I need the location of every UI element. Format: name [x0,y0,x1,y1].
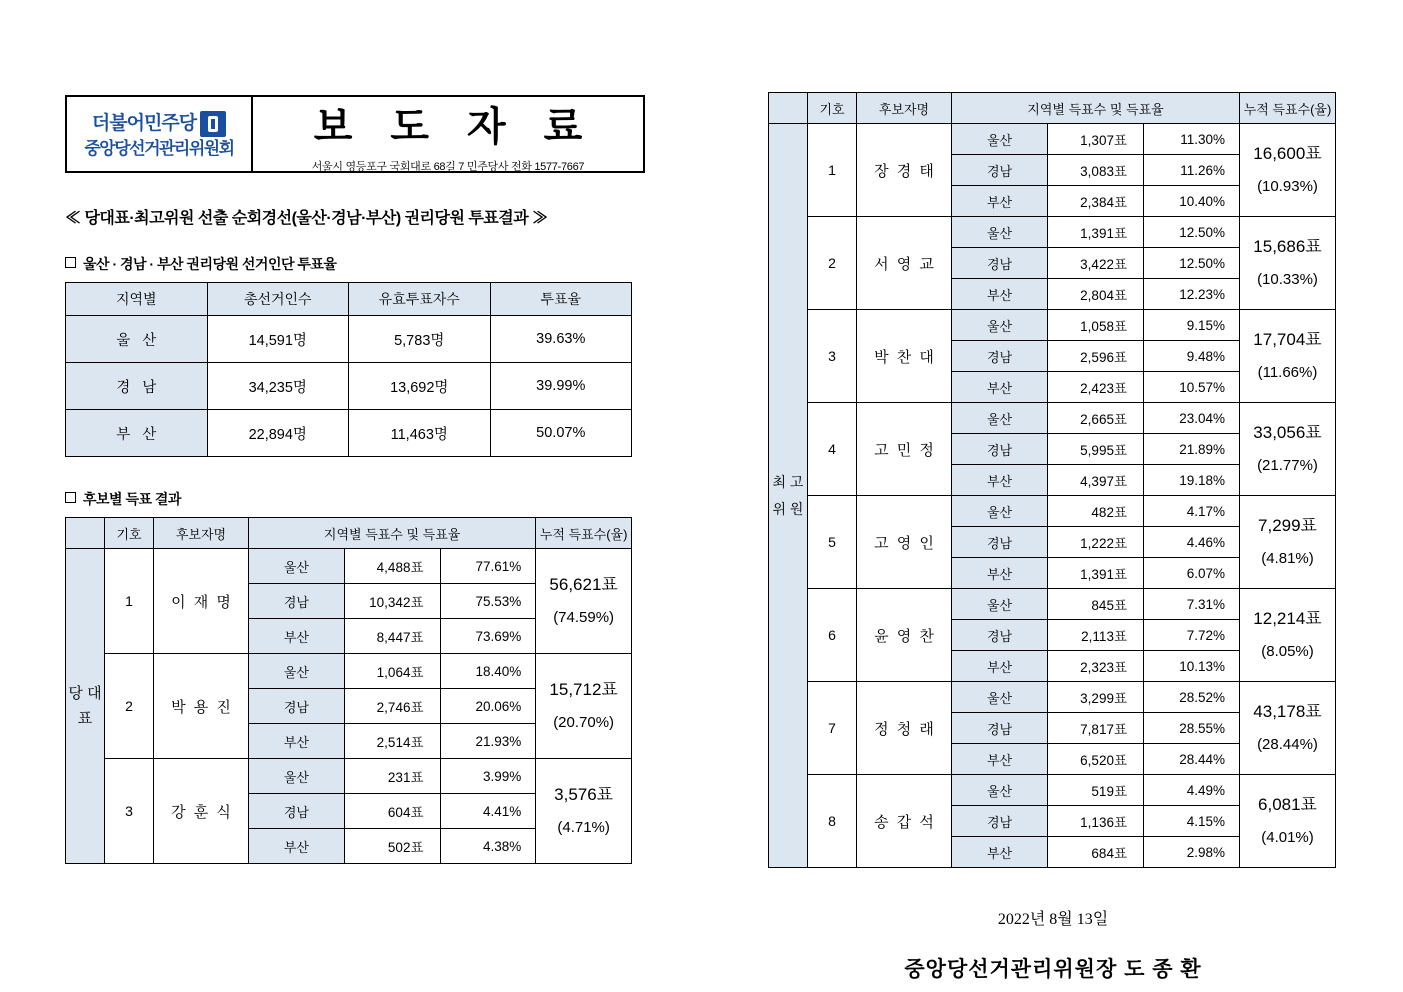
cell-total [536,759,632,864]
cell-total [536,549,632,654]
cell-number: 5 [808,496,857,589]
cell-region: 울산 [952,589,1048,620]
table-row [769,310,1336,341]
table-header-row [66,518,632,549]
cell-total-votes: 15,712표 [549,679,618,699]
cell-region: 울산 [249,549,345,584]
table-row [66,549,632,584]
cell-percent: 28.52% [1144,682,1240,713]
cell-total [1240,217,1336,310]
table-header-row [769,93,1336,124]
cell-candidate-name: 이 재 명 [154,549,249,654]
col-electors: 총선거인수 [207,283,349,316]
cell-votes: 3,299표 [1048,682,1144,713]
cell-region: 경남 [952,713,1048,744]
col-total-votes: 누적 득표수(율) [536,518,632,549]
col-total-votes: 누적 득표수(율) [1240,93,1336,124]
cell-votes: 2,113표 [1048,620,1144,651]
cell-percent: 12.50% [1144,217,1240,248]
committee-name: 중앙당선거관리위원회 [84,138,234,158]
cell-votes: 1,391표 [1048,217,1144,248]
cell-region: 부산 [952,837,1048,868]
cell-votes: 2,384표 [1048,186,1144,217]
table-row [66,410,632,457]
cell-region: 경남 [952,527,1048,558]
cell-number: 7 [808,682,857,775]
cell-region: 울 산 [66,316,208,363]
cell-percent: 4.15% [1144,806,1240,837]
cell-total-percent: (8.05%) [1261,643,1314,660]
cell-region: 울산 [952,496,1048,527]
cell-votes: 1,307표 [1048,124,1144,155]
cell-percent: 21.89% [1144,434,1240,465]
table-row [769,403,1336,434]
cell-region: 울산 [952,217,1048,248]
cell-votes: 7,817표 [1048,713,1144,744]
col-regional-votes: 지역별 득표수 및 득표율 [952,93,1240,124]
section1-heading [65,254,645,274]
cell-candidate-name: 고 민 정 [857,403,952,496]
table-row [66,316,632,363]
cell-votes: 845표 [1048,589,1144,620]
cell-votes: 482표 [1048,496,1144,527]
cell-total [1240,310,1336,403]
cell-region: 경남 [952,806,1048,837]
cell-total [1240,589,1336,682]
cell-total [1240,775,1336,868]
left-column [65,95,645,864]
cell-turnout: 50.07% [490,410,632,457]
cell-votes: 2,746표 [344,689,440,724]
cell-votes: 2,596표 [1048,341,1144,372]
table-row [66,759,632,794]
cell-percent: 12.23% [1144,279,1240,310]
cell-total-votes: 33,056표 [1253,422,1322,442]
cell-percent: 9.15% [1144,310,1240,341]
cell-percent: 23.04% [1144,403,1240,434]
cell-votes: 604표 [344,794,440,829]
cell-total [1240,124,1336,217]
signature-name: 중앙당선거관리위원장 도 종 환 [904,958,1202,981]
cell-total-votes: 43,178표 [1253,701,1322,721]
cell-votes: 4,488표 [344,549,440,584]
cell-candidate-name: 박 용 진 [154,654,249,759]
cell-votes: 5,995표 [1048,434,1144,465]
cell-valid-votes: 13,692명 [349,363,491,410]
cell-valid-votes: 5,783명 [349,316,491,363]
section2-heading-text: 후보별 득표 결과 [83,491,181,507]
cell-votes: 231표 [344,759,440,794]
document-title: 보 도 자 료 [313,103,597,149]
party-leader-results-table [65,517,632,864]
cell-percent: 10.57% [1144,372,1240,403]
cell-votes: 1,064표 [344,654,440,689]
col-group [66,518,105,549]
cell-region: 부산 [952,651,1048,682]
cell-percent: 21.93% [440,724,536,759]
col-valid-votes: 유효투표자수 [349,283,491,316]
cell-percent: 28.55% [1144,713,1240,744]
col-number: 기호 [105,518,154,549]
cell-total [1240,403,1336,496]
cell-candidate-name: 고 영 인 [857,496,952,589]
cell-number: 1 [808,124,857,217]
cell-votes: 2,323표 [1048,651,1144,682]
cell-region: 부산 [952,279,1048,310]
cell-valid-votes: 11,463명 [349,410,491,457]
section2-heading [65,489,645,509]
cell-percent: 20.06% [440,689,536,724]
cell-region: 울산 [249,654,345,689]
cell-percent: 7.72% [1144,620,1240,651]
cell-total-votes: 16,600표 [1253,143,1322,163]
cell-percent: 9.48% [1144,341,1240,372]
cell-percent: 19.18% [1144,465,1240,496]
cell-percent: 4.17% [1144,496,1240,527]
cell-electors: 34,235명 [207,363,349,410]
cell-total-percent: (4.01%) [1261,829,1314,846]
table-row [769,124,1336,155]
turnout-table [65,282,632,457]
section1-heading-text: 울산 · 경남 · 부산 권리당원 선거인단 투표율 [83,256,337,272]
cell-region: 부산 [952,186,1048,217]
main-heading: ≪ 당대표·최고위원 선출 순회경선(울산·경남·부산) 권리당원 투표결과 ≫ [65,210,548,227]
col-region: 지역별 [66,283,208,316]
cell-region: 울산 [952,775,1048,806]
cell-region: 부산 [249,619,345,654]
cell-number: 4 [808,403,857,496]
cell-region: 경남 [249,689,345,724]
table-header-row [66,283,632,316]
cell-candidate-name: 강 훈 식 [154,759,249,864]
table-row [769,775,1336,806]
cell-region: 경남 [249,584,345,619]
cell-percent: 7.31% [1144,589,1240,620]
cell-total-votes: 7,299표 [1258,515,1317,535]
cell-number: 2 [105,654,154,759]
cell-total-percent: (4.71%) [557,819,610,836]
cell-total-percent: (28.44%) [1257,736,1318,753]
cell-votes: 6,520표 [1048,744,1144,775]
cell-total-percent: (20.70%) [553,714,615,731]
cell-region: 경남 [952,155,1048,186]
document-address: 서울시 영등포구 국회대로 68길 7 민주당사 전화 1577-7667 [311,160,585,173]
signature-block [768,906,1338,983]
cell-percent: 10.13% [1144,651,1240,682]
cell-number: 6 [808,589,857,682]
cell-region: 울산 [952,310,1048,341]
cell-percent: 77.61% [440,549,536,584]
cell-percent: 4.38% [440,829,536,864]
cell-votes: 1,391표 [1048,558,1144,589]
bullet-square-icon [65,257,76,268]
cell-total-votes: 15,686표 [1253,236,1322,256]
cell-percent: 12.50% [1144,248,1240,279]
cell-percent: 6.07% [1144,558,1240,589]
col-number: 기호 [808,93,857,124]
cell-region: 경남 [952,620,1048,651]
cell-percent: 75.53% [440,584,536,619]
cell-votes: 3,083표 [1048,155,1144,186]
cell-votes: 2,665표 [1048,403,1144,434]
cell-votes: 8,447표 [344,619,440,654]
cell-percent: 28.44% [1144,744,1240,775]
cell-number: 3 [105,759,154,864]
cell-region: 울산 [952,682,1048,713]
table-row [66,363,632,410]
cell-region: 부산 [249,724,345,759]
col-regional-votes: 지역별 득표수 및 득표율 [249,518,536,549]
supreme-council-results-table [768,92,1336,868]
cell-total-votes: 6,081표 [1258,794,1317,814]
cell-region: 부산 [952,372,1048,403]
cell-number: 3 [808,310,857,403]
cell-percent: 18.40% [440,654,536,689]
cell-region: 부산 [952,465,1048,496]
cell-total-votes: 3,576표 [554,784,614,804]
cell-votes: 2,423표 [1048,372,1144,403]
cell-turnout: 39.63% [490,316,632,363]
col-candidate-name: 후보자명 [857,93,952,124]
table-row [769,589,1336,620]
cell-number: 8 [808,775,857,868]
cell-candidate-name: 장 경 태 [857,124,952,217]
cell-votes: 2,514표 [344,724,440,759]
cell-votes: 1,058표 [1048,310,1144,341]
cell-total [1240,682,1336,775]
cell-region: 경남 [249,794,345,829]
bullet-square-icon [65,492,76,503]
cell-total-percent: (11.66%) [1257,364,1318,381]
cell-votes: 2,804표 [1048,279,1144,310]
cell-votes: 10,342표 [344,584,440,619]
cell-percent: 2.98% [1144,837,1240,868]
table-row [769,496,1336,527]
cell-total [536,654,632,759]
cell-percent: 11.30% [1144,124,1240,155]
cell-region: 부산 [952,558,1048,589]
cell-percent: 4.49% [1144,775,1240,806]
cell-region: 부 산 [66,410,208,457]
cell-percent: 73.69% [440,619,536,654]
cell-percent: 4.46% [1144,527,1240,558]
cell-candidate-name: 송 갑 석 [857,775,952,868]
document-header [65,95,645,173]
cell-region: 울산 [952,124,1048,155]
cell-votes: 3,422표 [1048,248,1144,279]
cell-total-percent: (10.93%) [1257,178,1318,195]
table-row [769,217,1336,248]
cell-candidate-name: 서 영 교 [857,217,952,310]
cell-candidate-name: 윤 영 찬 [857,589,952,682]
cell-percent: 11.26% [1144,155,1240,186]
cell-number: 1 [105,549,154,654]
cell-total-percent: (21.77%) [1257,457,1318,474]
cell-votes: 519표 [1048,775,1144,806]
cell-region: 경남 [952,248,1048,279]
cell-votes: 1,136표 [1048,806,1144,837]
cell-percent: 10.40% [1144,186,1240,217]
table-row [66,654,632,689]
title-box [253,97,643,171]
cell-votes: 684표 [1048,837,1144,868]
cell-total-percent: (10.33%) [1257,271,1318,288]
cell-total-votes: 12,214표 [1253,608,1322,628]
cell-votes: 4,397표 [1048,465,1144,496]
cell-candidate-name: 정 청 래 [857,682,952,775]
col-candidate-name: 후보자명 [154,518,249,549]
cell-total-votes: 17,704표 [1253,329,1322,349]
cell-total-votes: 56,621표 [549,574,618,594]
cell-turnout: 39.99% [490,363,632,410]
cell-votes: 502표 [344,829,440,864]
party-name: 더불어민주당 [91,112,197,134]
table-row [769,682,1336,713]
cell-percent: 3.99% [440,759,536,794]
cell-region: 울산 [249,759,345,794]
cell-region: 경남 [952,341,1048,372]
cell-region: 부산 [952,744,1048,775]
cell-votes: 1,222표 [1048,527,1144,558]
party-logo [67,97,253,171]
col-turnout: 투표율 [490,283,632,316]
cell-percent: 4.41% [440,794,536,829]
cell-region: 울산 [952,403,1048,434]
cell-region: 부산 [249,829,345,864]
cell-total-percent: (74.59%) [553,609,615,626]
group-label-supreme-council: 최 고 위 원 [769,124,808,868]
cell-electors: 22,894명 [207,410,349,457]
right-column [768,92,1338,983]
party-emblem-icon [200,111,226,137]
cell-total [1240,496,1336,589]
cell-region: 경 남 [66,363,208,410]
document-date: 2022년 8월 13일 [997,911,1109,928]
cell-region: 경남 [952,434,1048,465]
cell-number: 2 [808,217,857,310]
cell-total-percent: (4.81%) [1261,550,1314,567]
col-group [769,93,808,124]
cell-candidate-name: 박 찬 대 [857,310,952,403]
group-label-party-leader: 당 대 표 [66,549,105,864]
cell-electors: 14,591명 [207,316,349,363]
